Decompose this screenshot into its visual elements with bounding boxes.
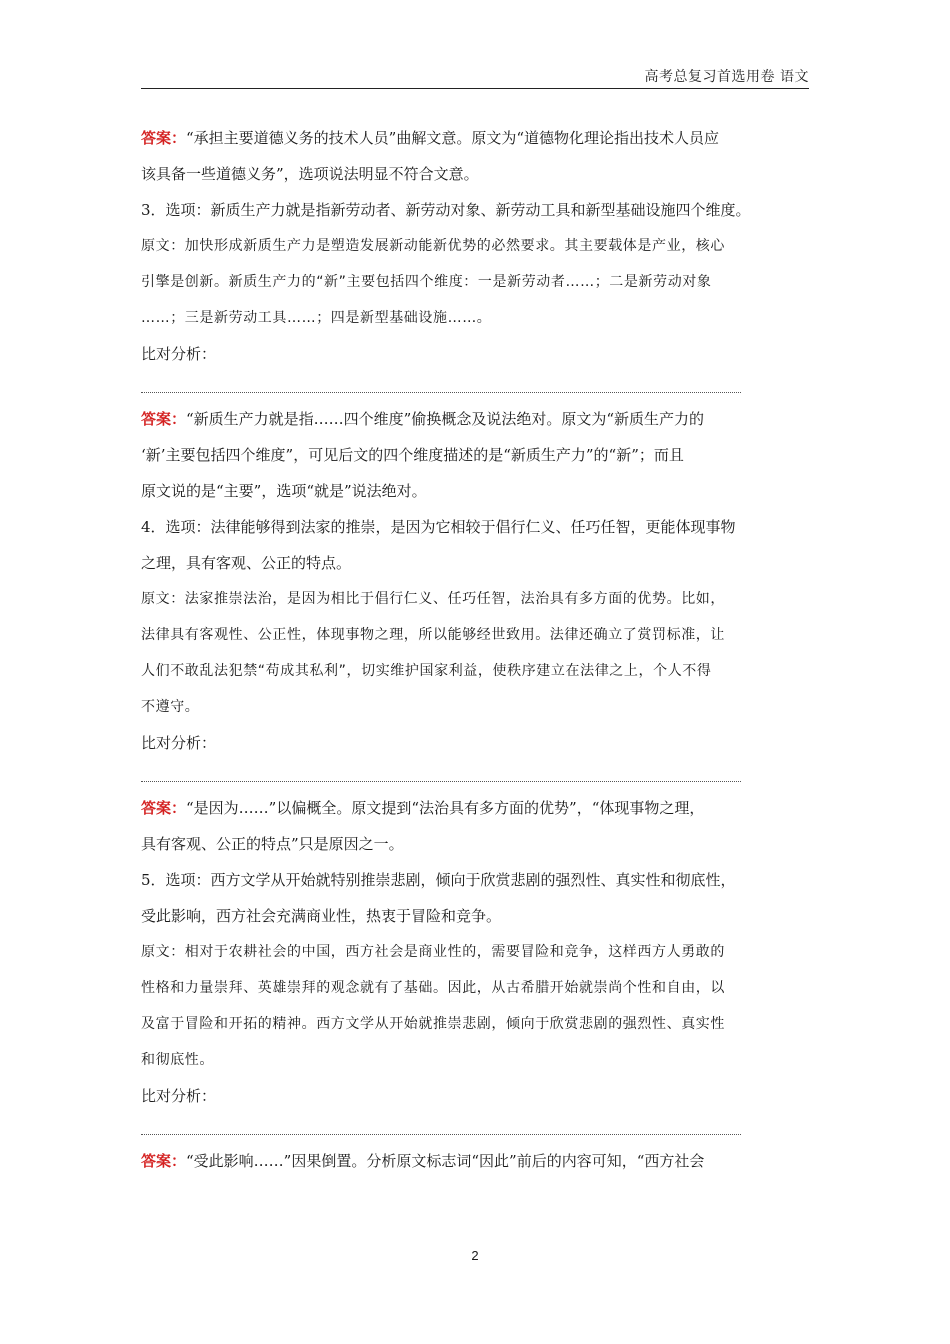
original-line: 原文：法家推崇法治，是因为相比于倡行仁义、任巧任智，法治具有多方面的优势。比如， [141, 591, 725, 607]
compare-label: 比对分析： [141, 734, 217, 752]
original-line: 引擎是创新。新质生产力的“新”主要包括四个维度：一是新劳动者……；二是新劳动对象 [141, 274, 712, 290]
answer-text: “受此影响……”因果倒置。分析原文标志词“因此”前后的内容可知，“西方社会 [186, 1152, 705, 1170]
original-line: 原文：相对于农耕社会的中国，西方社会是商业性的，需要冒险和竞争，这样西方人勇敢的 [141, 944, 725, 960]
original-line: 原文：加快形成新质生产力是塑造发展新动能新优势的必然要求。其主要载体是产业，核心 [141, 238, 725, 254]
original-line: 性格和力量崇拜、英雄崇拜的观念就有了基础。因此，从古希腊开始就崇尚个性和自由，以 [141, 980, 725, 996]
answer-text: “承担主要道德义务的技术人员”曲解文意。原文为“道德物化理论指出技术人员应 [186, 129, 720, 147]
answer-blank-line [141, 372, 741, 393]
answer-label: 答案： [141, 129, 187, 147]
page-header [141, 66, 809, 89]
compare-label: 比对分析： [141, 345, 217, 363]
answer-line: ‘新’主要包括四个维度”，可见后文的四个维度描述的是“新质生产力”的“新”；而且 [141, 446, 684, 464]
answer-line: 该具备一些道德义务”，选项说法明显不符合文意。 [141, 165, 479, 183]
answer-label: 答案： [141, 799, 187, 817]
answer-text: “是因为……”以偏概全。原文提到“法治具有多方面的优势”，“体现事物之理， [186, 799, 705, 817]
document-body [141, 120, 811, 1179]
page-number: 2 [471, 1248, 479, 1263]
option-line: 4．选项：法律能够得到法家的推崇，是因为它相较于倡行仁义、任巧任智，更能体现事物 [141, 518, 736, 536]
original-line: 人们不敢乱法犯禁“苟成其私利”，切实维护国家利益，使秩序建立在法律之上，个人不得 [141, 663, 712, 679]
answer-blank-line [141, 761, 741, 782]
original-line: ……；三是新劳动工具……；四是新型基础设施……。 [141, 310, 492, 326]
answer-line [141, 790, 811, 826]
compare-label: 比对分析： [141, 1087, 217, 1105]
original-line: 法律具有客观性、公正性，体现事物之理，所以能够经世致用。法律还确立了赏罚标准，让 [141, 627, 725, 643]
answer-text: “新质生产力就是指……四个维度”偷换概念及说法绝对。原文为“新质生产力的 [186, 410, 705, 428]
answer-line: 原文说的是“主要”，选项“就是”说法绝对。 [141, 482, 427, 500]
original-line: 和彻底性。 [141, 1052, 214, 1068]
answer-label: 答案： [141, 410, 187, 428]
original-line: 不遵守。 [141, 699, 200, 715]
option-line: 5．选项：西方文学从开始就特别推崇悲剧，倾向于欣赏悲剧的强烈性、真实性和彻底性， [141, 871, 736, 889]
answer-line [141, 401, 811, 437]
original-line: 及富于冒险和开拓的精神。西方文学从开始就推崇悲剧，倾向于欣赏悲剧的强烈性、真实性 [141, 1016, 725, 1032]
answer-line [141, 120, 811, 156]
answer-line [141, 1143, 811, 1179]
option-line: 受此影响，西方社会充满商业性，热衷于冒险和竞争。 [141, 907, 502, 925]
answer-blank-line [141, 1114, 741, 1135]
option-line: 之理，具有客观、公正的特点。 [141, 554, 352, 572]
answer-label: 答案： [141, 1152, 187, 1170]
answer-line: 具有客观、公正的特点”只是原因之一。 [141, 835, 404, 853]
option-line: 3．选项：新质生产力就是指新劳动者、新劳动对象、新劳动工具和新型基础设施四个维度。 [141, 201, 751, 219]
header-title: 高考总复习首选用卷 语文 [644, 69, 809, 85]
